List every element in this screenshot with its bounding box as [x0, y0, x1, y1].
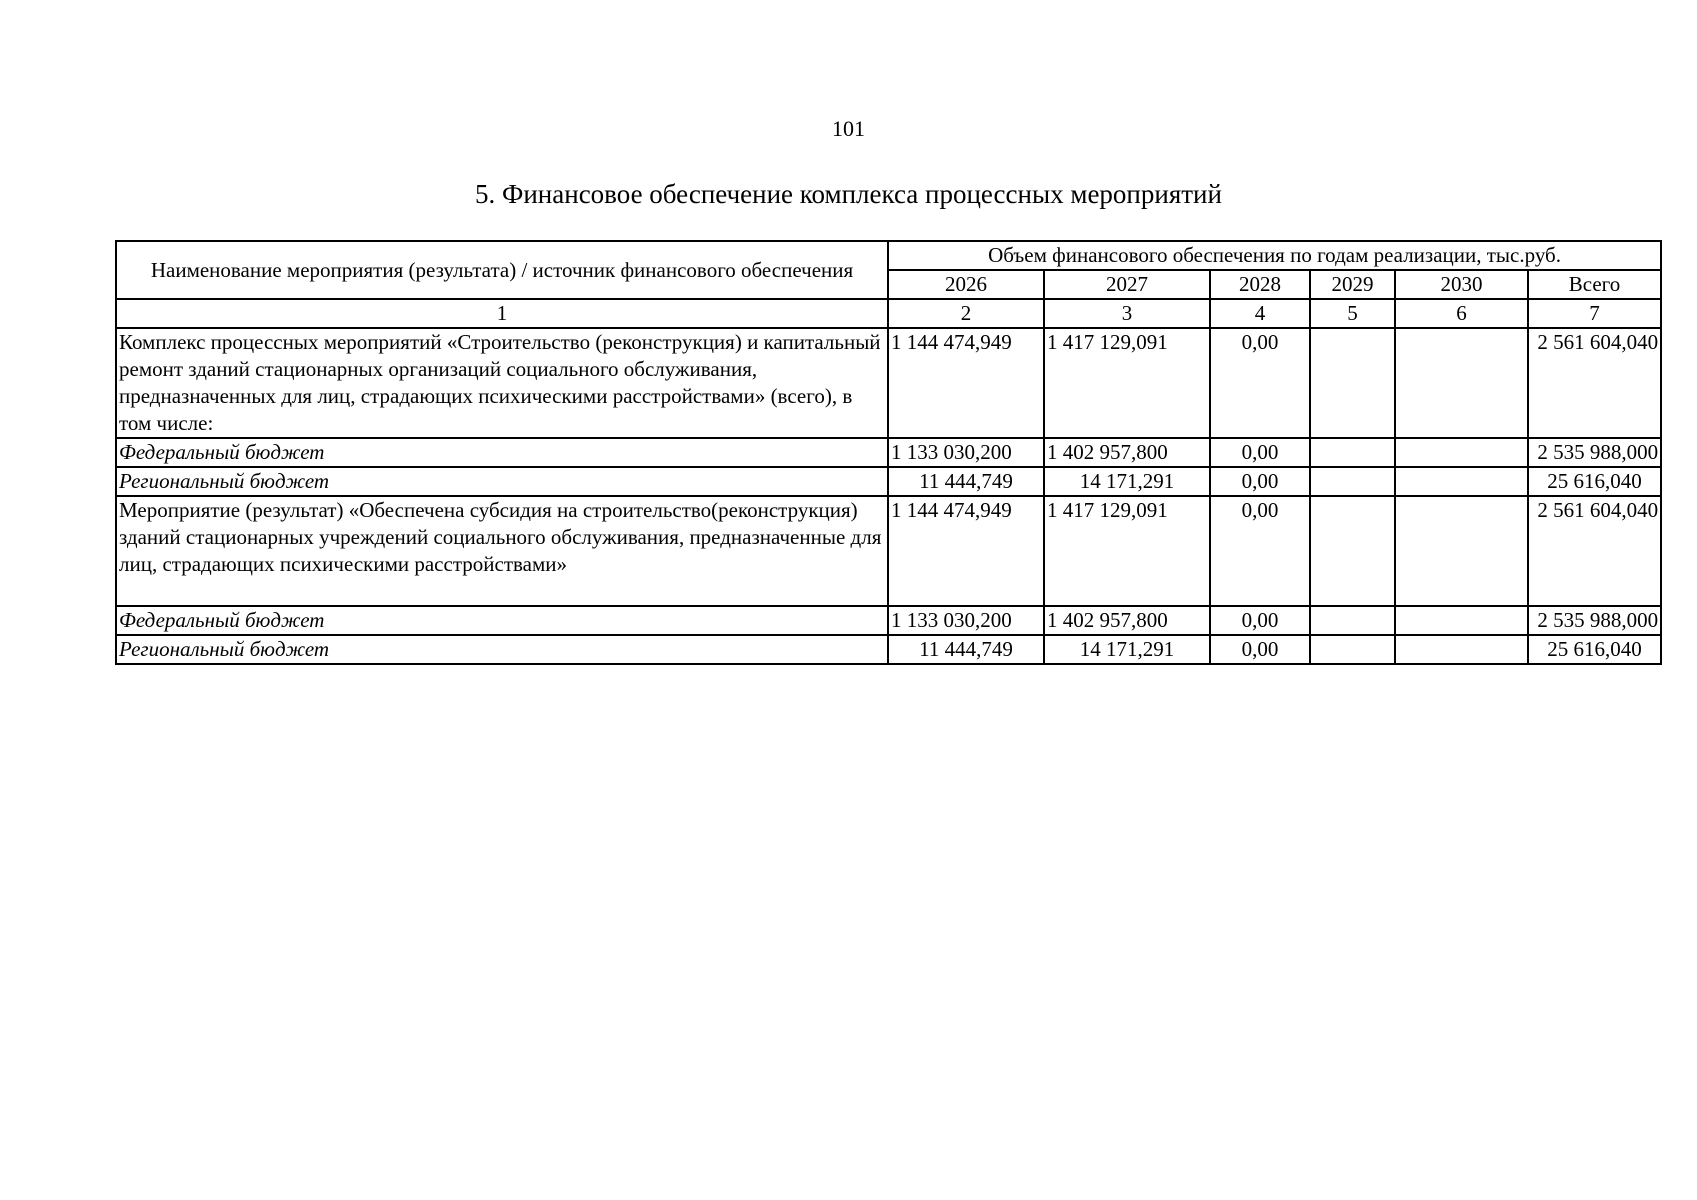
- table-row: [116, 438, 1661, 467]
- volume-header: Объем финансового обеспечения по годам реализации, тыс.руб.: [888, 241, 1661, 270]
- value-cell: 11 444,749: [888, 467, 1044, 496]
- value-cell: [1395, 635, 1528, 664]
- table-row: [116, 635, 1661, 664]
- column-number: 3: [1044, 299, 1210, 328]
- value-cell: 0,00: [1210, 438, 1310, 467]
- value-cell: [1395, 496, 1528, 606]
- value-cell: 0,00: [1210, 467, 1310, 496]
- page-number: 101: [832, 116, 865, 141]
- value-cell: [1395, 328, 1528, 438]
- value-cell: [1310, 328, 1395, 438]
- value-cell: 0,00: [1210, 606, 1310, 635]
- value-cell: 0,00: [1210, 496, 1310, 606]
- row-name: Мероприятие (результат) «Обеспечена субсидия на строительство(реконструкция) зданий стационарных учреждений социального обслуживания, предназначенные для лиц, страдающих психическими расстройствами»: [116, 496, 888, 606]
- year-header: 2028: [1210, 270, 1310, 299]
- column-number: 5: [1310, 299, 1395, 328]
- value-cell: [1395, 438, 1528, 467]
- row-name: Региональный бюджет: [116, 635, 888, 664]
- value-cell: [1395, 467, 1528, 496]
- row-name: Федеральный бюджет: [116, 606, 888, 635]
- value-cell: [1310, 496, 1395, 606]
- year-header: 2030: [1395, 270, 1528, 299]
- value-cell: [1395, 606, 1528, 635]
- value-cell: 0,00: [1210, 328, 1310, 438]
- value-cell: 11 444,749: [888, 635, 1044, 664]
- total-header: Всего: [1528, 270, 1661, 299]
- value-cell: 1 402 957,800: [1044, 606, 1210, 635]
- row-name: Федеральный бюджет: [116, 438, 888, 467]
- total-cell: 2 561 604,040: [1528, 328, 1661, 438]
- table-row: [116, 606, 1661, 635]
- value-cell: [1310, 438, 1395, 467]
- total-cell: 2 561 604,040: [1528, 496, 1661, 606]
- value-cell: 1 133 030,200: [888, 606, 1044, 635]
- value-cell: 14 171,291: [1044, 635, 1210, 664]
- row-name: Комплекс процессных мероприятий «Строительство (реконструкция) и капитальный ремонт зданий стационарных организаций социального обслуживания, предназначенных для лиц, страдающих психическими расстройствами» (всего), в том числе:: [116, 328, 888, 438]
- header-row-1: [116, 241, 1661, 270]
- table-row: [116, 328, 1661, 438]
- total-cell: 25 616,040: [1528, 635, 1661, 664]
- year-header: 2027: [1044, 270, 1210, 299]
- value-cell: 1 417 129,091: [1044, 328, 1210, 438]
- value-cell: 1 144 474,949: [888, 328, 1044, 438]
- name-header: Наименование мероприятия (результата) / источник финансового обеспечения: [116, 241, 888, 299]
- value-cell: 14 171,291: [1044, 467, 1210, 496]
- column-number: 6: [1395, 299, 1528, 328]
- column-number: 4: [1210, 299, 1310, 328]
- column-number: 7: [1528, 299, 1661, 328]
- financing-table: [115, 240, 1662, 665]
- total-cell: 25 616,040: [1528, 467, 1661, 496]
- value-cell: 0,00: [1210, 635, 1310, 664]
- value-cell: [1310, 467, 1395, 496]
- year-header: 2029: [1310, 270, 1395, 299]
- total-cell: 2 535 988,000: [1528, 606, 1661, 635]
- table-row: [116, 496, 1661, 606]
- value-cell: 1 144 474,949: [888, 496, 1044, 606]
- value-cell: [1310, 635, 1395, 664]
- year-header: 2026: [888, 270, 1044, 299]
- column-number: 1: [116, 299, 888, 328]
- value-cell: 1 133 030,200: [888, 438, 1044, 467]
- total-cell: 2 535 988,000: [1528, 438, 1661, 467]
- row-name: Региональный бюджет: [116, 467, 888, 496]
- column-number: 2: [888, 299, 1044, 328]
- value-cell: 1 402 957,800: [1044, 438, 1210, 467]
- table-row: [116, 467, 1661, 496]
- section-title: 5. Финансовое обеспечение комплекса процессных мероприятий: [475, 179, 1222, 209]
- value-cell: [1310, 606, 1395, 635]
- value-cell: 1 417 129,091: [1044, 496, 1210, 606]
- column-number-row: [116, 299, 1661, 328]
